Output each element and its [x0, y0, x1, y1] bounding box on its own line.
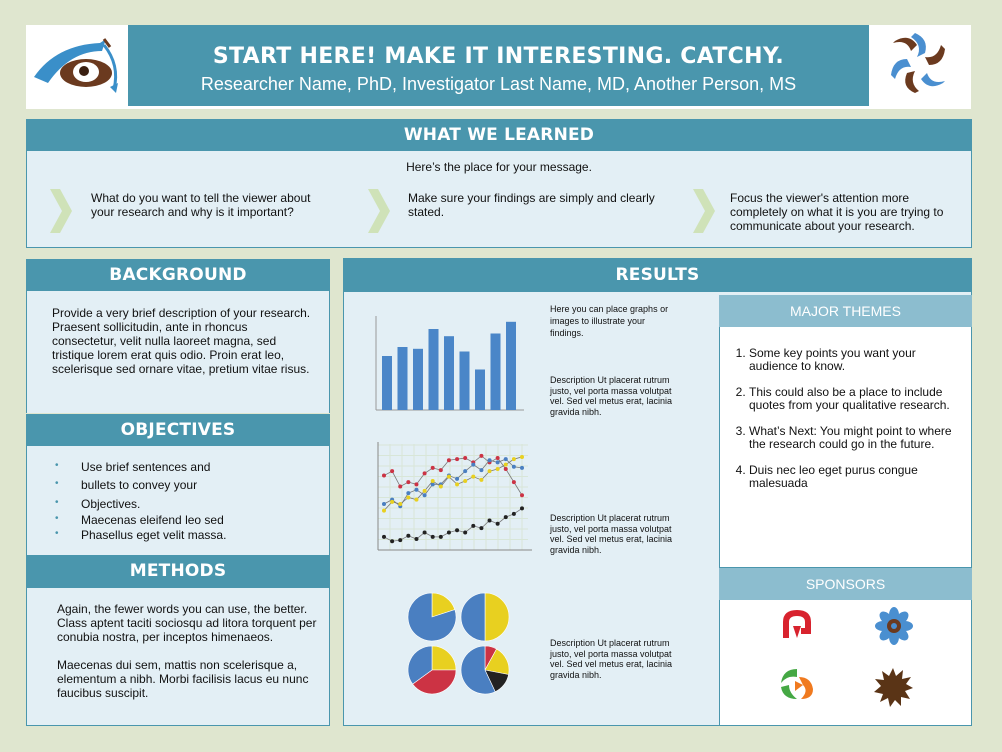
data-point	[439, 468, 443, 472]
theme-item: 2. This could also be a place to include quotes from your qualitative research.	[749, 386, 964, 412]
learned-item-2: Make sure your findings are simply and clearly stated.	[408, 191, 655, 219]
data-point	[398, 502, 402, 506]
data-point	[496, 522, 500, 526]
data-point	[390, 539, 394, 543]
data-point	[439, 485, 443, 489]
data-point	[463, 530, 467, 534]
data-point	[398, 538, 402, 542]
bar	[506, 322, 516, 410]
poster-title: START HERE! MAKE IT INTERESTING. CATCHY.	[212, 44, 785, 69]
theme-item: 1. Some key points you want your audience to know.	[749, 347, 964, 373]
data-point	[504, 515, 508, 519]
data-point	[382, 509, 386, 513]
data-point	[520, 455, 524, 459]
data-point	[439, 535, 443, 539]
learned-item-1: What do you want to tell the viewer about your research and why is it important?	[91, 191, 311, 219]
results-heading: RESULTS	[343, 258, 972, 292]
chevron-right-icon	[368, 189, 390, 233]
background-heading: BACKGROUND	[26, 259, 330, 291]
data-point	[390, 500, 394, 504]
data-point	[414, 488, 418, 492]
data-point	[423, 489, 427, 493]
data-point	[496, 460, 500, 464]
data-point	[414, 498, 418, 502]
data-point	[496, 456, 500, 460]
bar	[382, 356, 392, 410]
title-banner	[128, 25, 869, 106]
background-panel	[26, 291, 330, 413]
data-point	[471, 524, 475, 528]
data-point	[463, 479, 467, 483]
data-point	[504, 463, 508, 467]
bar	[429, 329, 439, 410]
theme-item: 4. Duis nec leo eget purus congue malesuada	[749, 464, 964, 490]
bar	[491, 334, 501, 411]
chevron-right-icon	[693, 189, 715, 233]
pie-charts	[404, 590, 518, 698]
data-point	[382, 502, 386, 506]
learned-message: Here’s the place for your message.	[406, 160, 592, 174]
data-point	[479, 478, 483, 482]
data-point	[431, 535, 435, 539]
data-point	[431, 479, 435, 483]
data-point	[455, 477, 459, 481]
data-point	[431, 466, 435, 470]
poster-authors: Researcher Name, PhD, Investigator Last Name, MD, Another Person, MS	[200, 74, 797, 94]
sponsors-heading: SPONSORS	[719, 568, 972, 600]
data-point	[406, 491, 410, 495]
bar	[444, 336, 454, 410]
data-point	[455, 457, 459, 461]
data-point	[504, 467, 508, 471]
bar-chart	[368, 312, 528, 414]
results-description-2: Description Ut placerat rutrum justo, vel porta massa volutpat vel. Sed vel metus erat, lacinia gravida nibh.	[550, 513, 673, 555]
line-chart	[372, 438, 532, 556]
objective-item: • Maecenas eleifend leo sed	[55, 513, 329, 528]
pinwheel-logo-icon	[869, 25, 971, 109]
data-point	[471, 463, 475, 467]
data-point	[488, 469, 492, 473]
data-point	[447, 475, 451, 479]
objectives-heading: OBJECTIVES	[26, 414, 330, 446]
data-point	[463, 469, 467, 473]
pie-slice	[432, 646, 456, 670]
data-point	[479, 454, 483, 458]
methods-heading: METHODS	[26, 555, 330, 588]
red-arch-logo-icon	[779, 608, 815, 649]
data-point	[455, 482, 459, 486]
pie-slice	[461, 593, 485, 641]
results-description-1: Description Ut placerat rutrum justo, vel porta massa volutpat vel. Sed vel metus erat, lacinia gravida nibh.	[550, 375, 673, 417]
data-point	[414, 482, 418, 486]
data-point	[496, 467, 500, 471]
data-point	[398, 485, 402, 489]
results-description-3: Description Ut placerat rutrum justo, vel porta massa volutpat vel. Sed vel metus erat, lacinia gravida nibh.	[550, 638, 673, 680]
objective-item: • Use brief sentences and	[55, 460, 329, 478]
data-point	[520, 493, 524, 497]
background-text: Provide a very brief description of your research. Praesent sollicitudin, ante in rhoncus consectetur, velit nulla laoreet magna, sed tristique lorem erat quis odio. Proin erat leo, scelerisque sed ornare vitae, pretium vitae risus.	[52, 306, 311, 376]
data-point	[447, 458, 451, 462]
brown-starburst-logo-icon	[873, 667, 913, 712]
data-point	[512, 465, 516, 469]
methods-text-2: Maecenas dui sem, mattis non scelerisque a, elementum a nibh. Morbi facilisis lacus eu nunc faucibus suscipit.	[57, 658, 309, 700]
series-line	[384, 508, 522, 541]
data-point	[512, 457, 516, 461]
data-point	[463, 456, 467, 460]
data-point	[488, 458, 492, 462]
data-point	[520, 506, 524, 510]
data-point	[504, 457, 508, 461]
data-point	[488, 518, 492, 522]
objective-item: • bullets to convey your	[55, 478, 329, 497]
objectives-list	[55, 460, 329, 543]
data-point	[447, 530, 451, 534]
data-point	[406, 480, 410, 484]
data-point	[479, 468, 483, 472]
data-point	[406, 495, 410, 499]
objective-item: • Phasellus eget velit massa.	[55, 528, 329, 543]
pie-slice	[485, 593, 509, 641]
bar	[460, 352, 470, 411]
data-point	[414, 537, 418, 541]
data-point	[512, 480, 516, 484]
chevron-right-icon	[50, 189, 72, 233]
series-line	[384, 456, 522, 495]
bar	[413, 349, 423, 410]
learned-heading: WHAT WE LEARNED	[26, 119, 972, 151]
data-point	[471, 475, 475, 479]
data-point	[520, 466, 524, 470]
methods-panel	[26, 588, 330, 726]
data-point	[423, 471, 427, 475]
data-point	[512, 512, 516, 516]
eye-arrow-logo-icon	[26, 25, 128, 109]
data-point	[382, 474, 386, 478]
objective-item: • Objectives.	[55, 497, 329, 513]
bar	[475, 370, 485, 411]
data-point	[382, 535, 386, 539]
bar	[398, 347, 408, 410]
data-point	[390, 469, 394, 473]
theme-item: 3. What’s Next: You might point to where the research could go in the future.	[749, 425, 964, 451]
themes-list	[749, 347, 964, 503]
data-point	[455, 528, 459, 532]
data-point	[406, 534, 410, 538]
learned-item-3: Focus the viewer's attention more completely on what it is you are trying to communicate about your research.	[730, 191, 944, 233]
data-point	[479, 526, 483, 530]
data-point	[423, 530, 427, 534]
objectives-panel	[26, 446, 330, 555]
data-point	[423, 493, 427, 497]
themes-heading: MAJOR THEMES	[719, 295, 972, 327]
methods-text-1: Again, the fewer words you can use, the better. Class aptent taciti sociosqu ad litora torquent per conubia nostra, per inceptos himenaeos.	[57, 602, 317, 644]
results-intro: Here you can place graphs or images to illustrate your findings.	[550, 304, 669, 338]
blue-flower-logo-icon	[875, 607, 913, 650]
green-orange-swirl-logo-icon	[777, 665, 817, 708]
